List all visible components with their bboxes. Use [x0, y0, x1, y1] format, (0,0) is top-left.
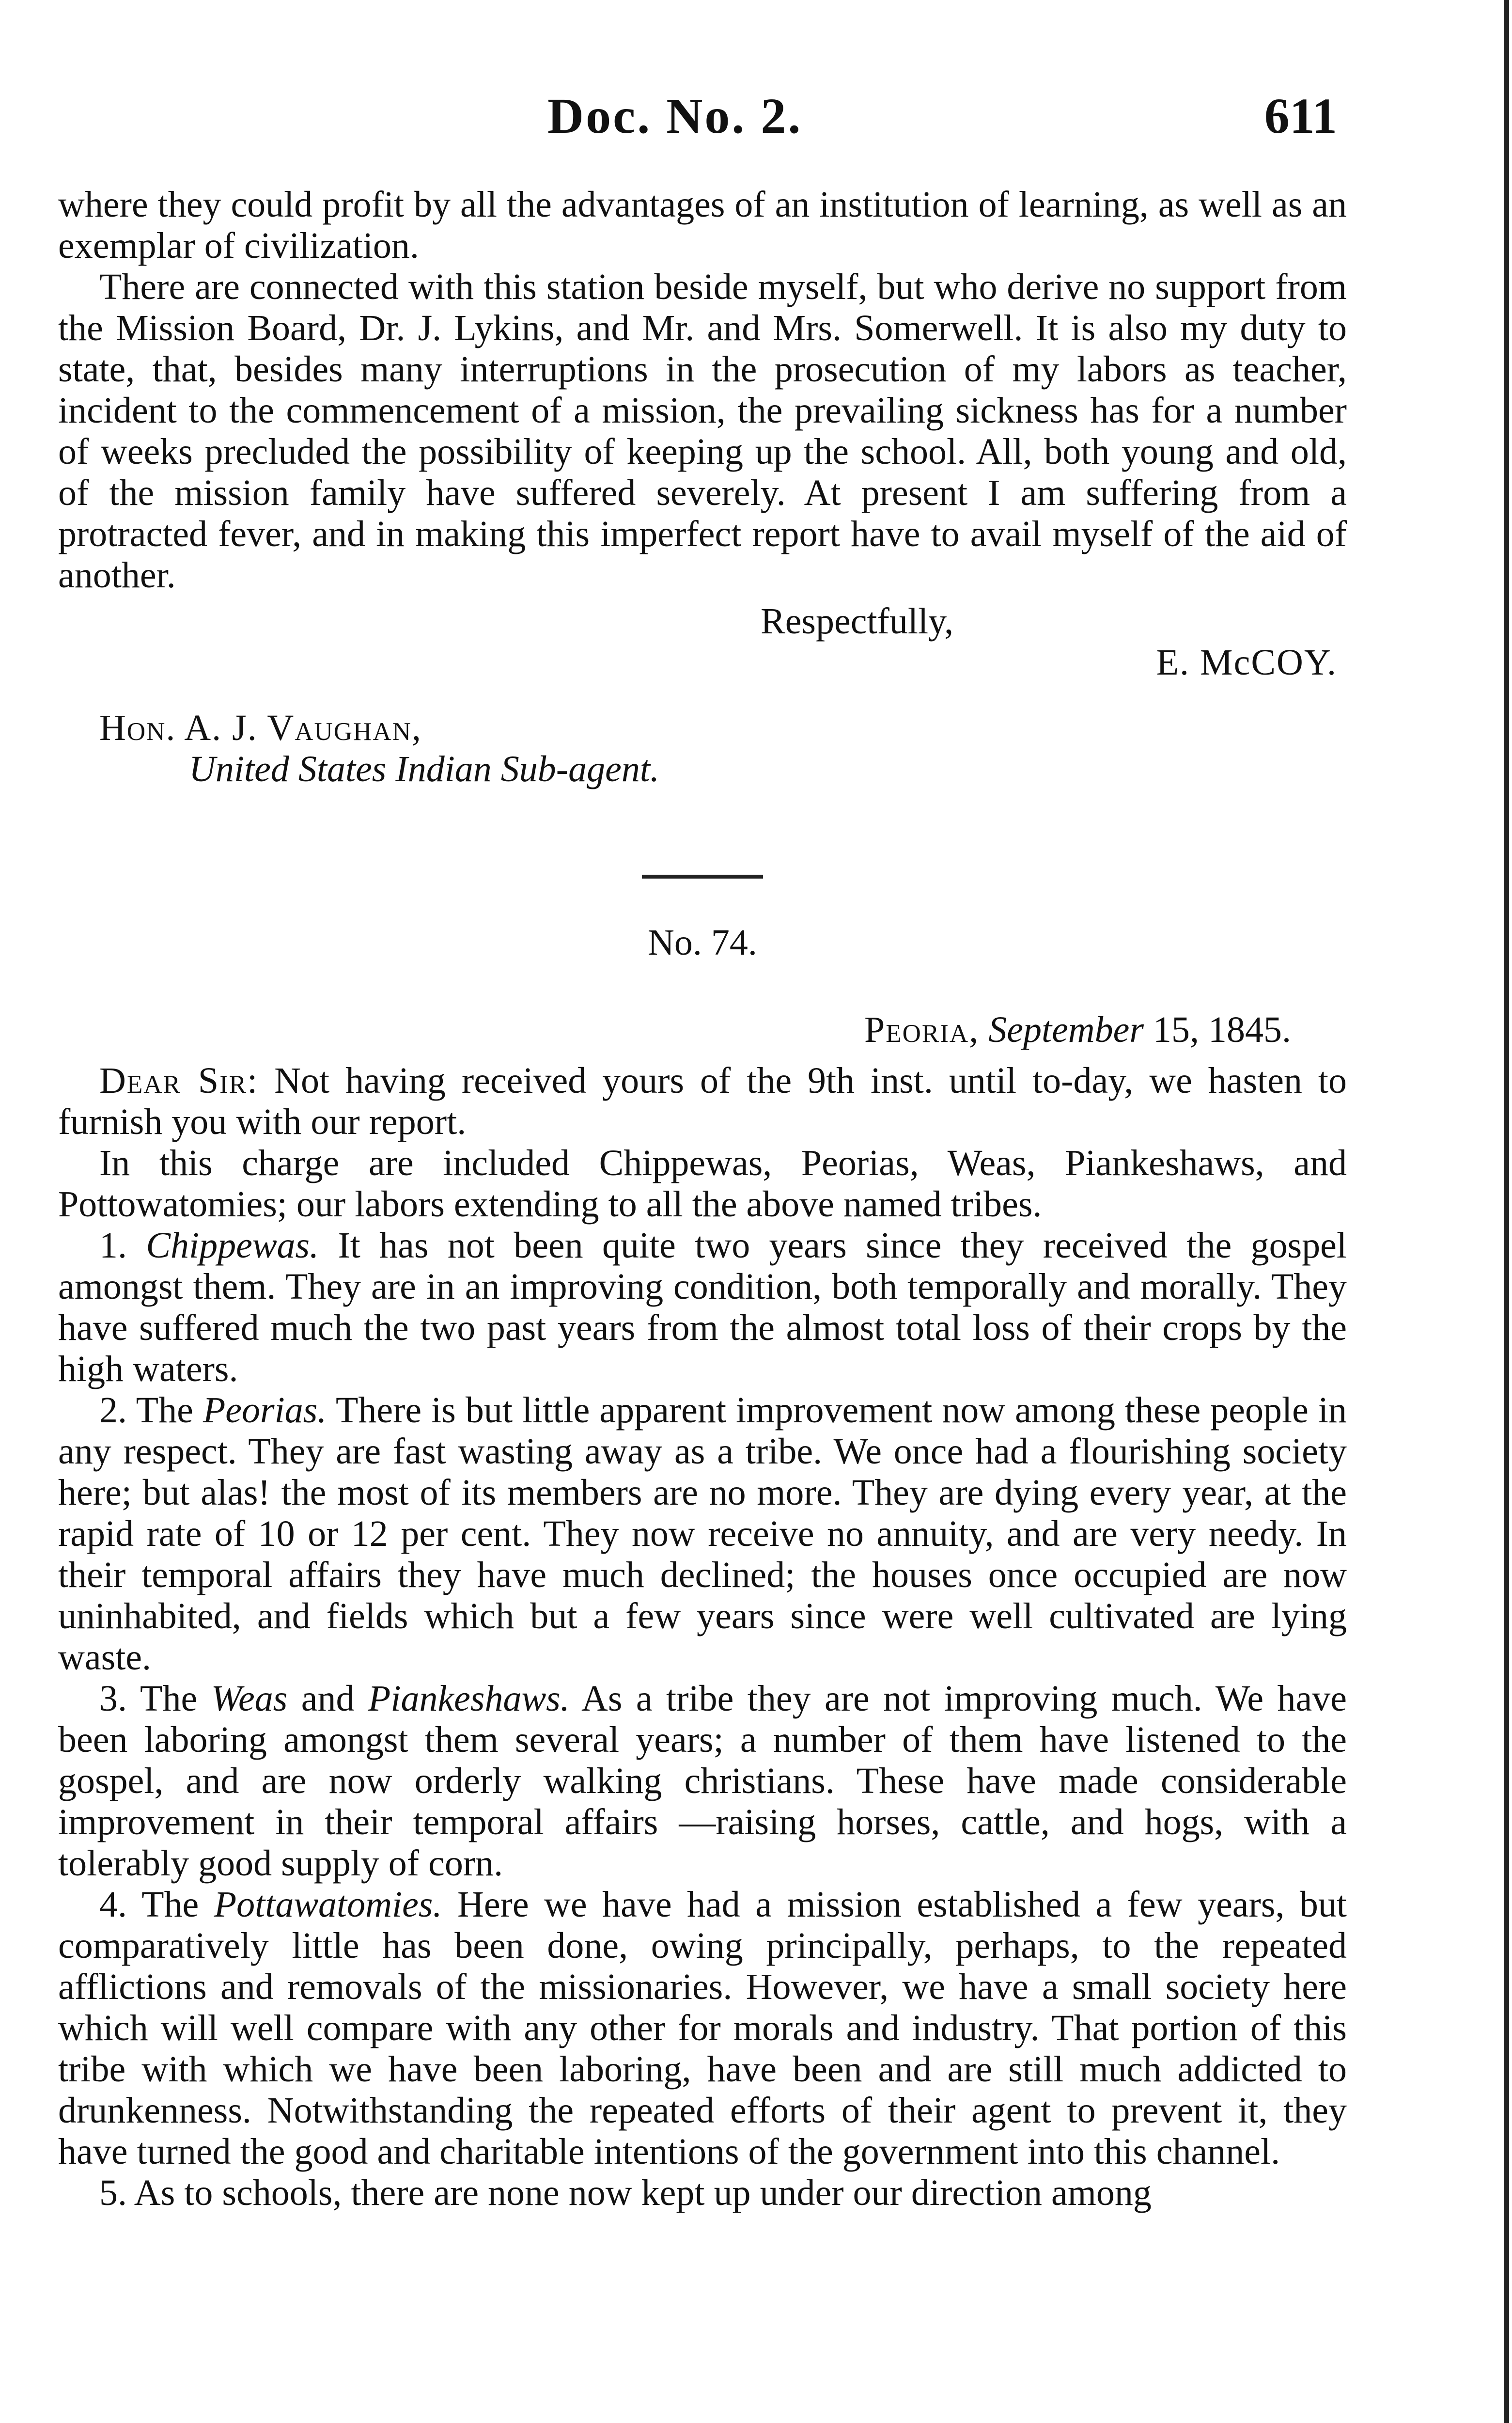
item-3-number: 3. The	[99, 1678, 198, 1719]
item-chippewas	[58, 1225, 1347, 1390]
dateline	[58, 1009, 1291, 1051]
item-2-text: There is but little apparent improvement now among these people in any respect. They are fast wasting away as a tribe. We once had a flourishing society here; but alas! the most of its members are no more. They are dying every year, at the rapid rate of 10 or 12 per cent. They now receive no annuity, and are very needy. In their temporal affairs they have much declined; the houses once occupied are now uninhabited, and fields which but a few years since were well cultivated are lying waste.	[58, 1390, 1347, 1678]
item-4-name: Pottawatomies.	[214, 1884, 442, 1925]
letter2-paragraph-2: In this charge are included Chippewas, Peorias, Weas, Piankeshaws, and Pottowatomies; our labors extending to all the above named tribes.	[58, 1143, 1347, 1225]
addressee-name: Hon. A. J. Vaughan,	[99, 708, 422, 748]
section-divider	[642, 875, 763, 879]
dateline-month: September	[988, 1009, 1144, 1050]
dateline-place: Peoria,	[864, 1009, 980, 1050]
item-peorias	[58, 1390, 1347, 1678]
item-3-name-2: Piankeshaws.	[368, 1678, 570, 1719]
letter1-addressee-name	[99, 708, 1347, 749]
letter1-signature: E. McCOY.	[1156, 642, 1337, 683]
item-schools: 5. As to schools, there are none now kept up under our direction among	[99, 2172, 1152, 2213]
letter1-closing: Respectfully,	[761, 601, 954, 642]
item-2-name: Peorias.	[203, 1390, 327, 1431]
dateline-day-year: 15, 1845.	[1153, 1009, 1291, 1050]
document-number: No. 74.	[648, 922, 757, 963]
item-1-name: Chippewas.	[146, 1225, 319, 1266]
item-4-number: 4. The	[99, 1884, 199, 1925]
body-text	[58, 184, 1347, 2214]
salutation: Dear Sir:	[99, 1060, 259, 1101]
letter1-paragraph-1: where they could profit by all the advantages of an institution of learning, as well as an exemplar of civilization.	[58, 184, 1347, 266]
letter1-addressee-title: United States Indian Sub-agent.	[189, 749, 659, 789]
item-3-text: As a tribe they are not improving much. We have been laboring amongst them several years; a number of them have listened to the gospel, and are now orderly walking christians. These have made considerable improvement in their temporal affairs —raising horses, cattle, and hogs, with a tolerably good supply of corn.	[58, 1678, 1347, 1884]
page-header	[58, 87, 1337, 155]
item-4-text: Here we have had a mission established a few years, but comparatively little has been done, owing principally, perhaps, to the repeated afflictions and removals of the missionaries. However, we have a small society here which will well compare with any other for morals and industry. That portion of this tribe with which we have been laboring, have been and are still much addicted to drunkenness. Notwithstanding the repeated efforts of their agent to prevent it, they have turned the good and charitable intentions of the government into this channel.	[58, 1884, 1347, 2172]
item-3-and: and	[301, 1678, 355, 1719]
page-number: 611	[1264, 88, 1337, 144]
letter2-paragraph-1	[58, 1060, 1347, 1143]
item-3-name-1: Weas	[211, 1678, 288, 1719]
page-edge-right	[1504, 0, 1509, 2423]
item-1-number: 1.	[99, 1225, 127, 1266]
item-weas-piankeshaws	[58, 1678, 1347, 1884]
paragraph-1-text: Not having received yours of the 9th inst. until to-day, we hasten to furnish you with our report.	[58, 1060, 1347, 1142]
item-pottawatomies	[58, 1884, 1347, 2172]
item-1-text: It has not been quite two years since they received the gospel amongst them. They are in an improving condition, both temporally and morally. They have suffered much the two past years from the almost total loss of their crops by the high waters.	[58, 1225, 1347, 1389]
item-2-number: 2. The	[99, 1390, 193, 1431]
running-head: Doc. No. 2.	[547, 88, 803, 144]
letter1-paragraph-2: There are connected with this station beside myself, but who derive no support from the Mission Board, Dr. J. Lykins, and Mr. and Mrs. Somerwell. It is also my duty to state, that, besides many interruptions in the prosecution of my labors as teacher, incident to the commencement of a mission, the prevailing sickness has for a number of weeks precluded the possibility of keeping up the school. All, both young and old, of the mission family have suffered severely. At present I am suffering from a protracted fever, and in making this imperfect report have to avail myself of the aid of another.	[58, 267, 1347, 596]
